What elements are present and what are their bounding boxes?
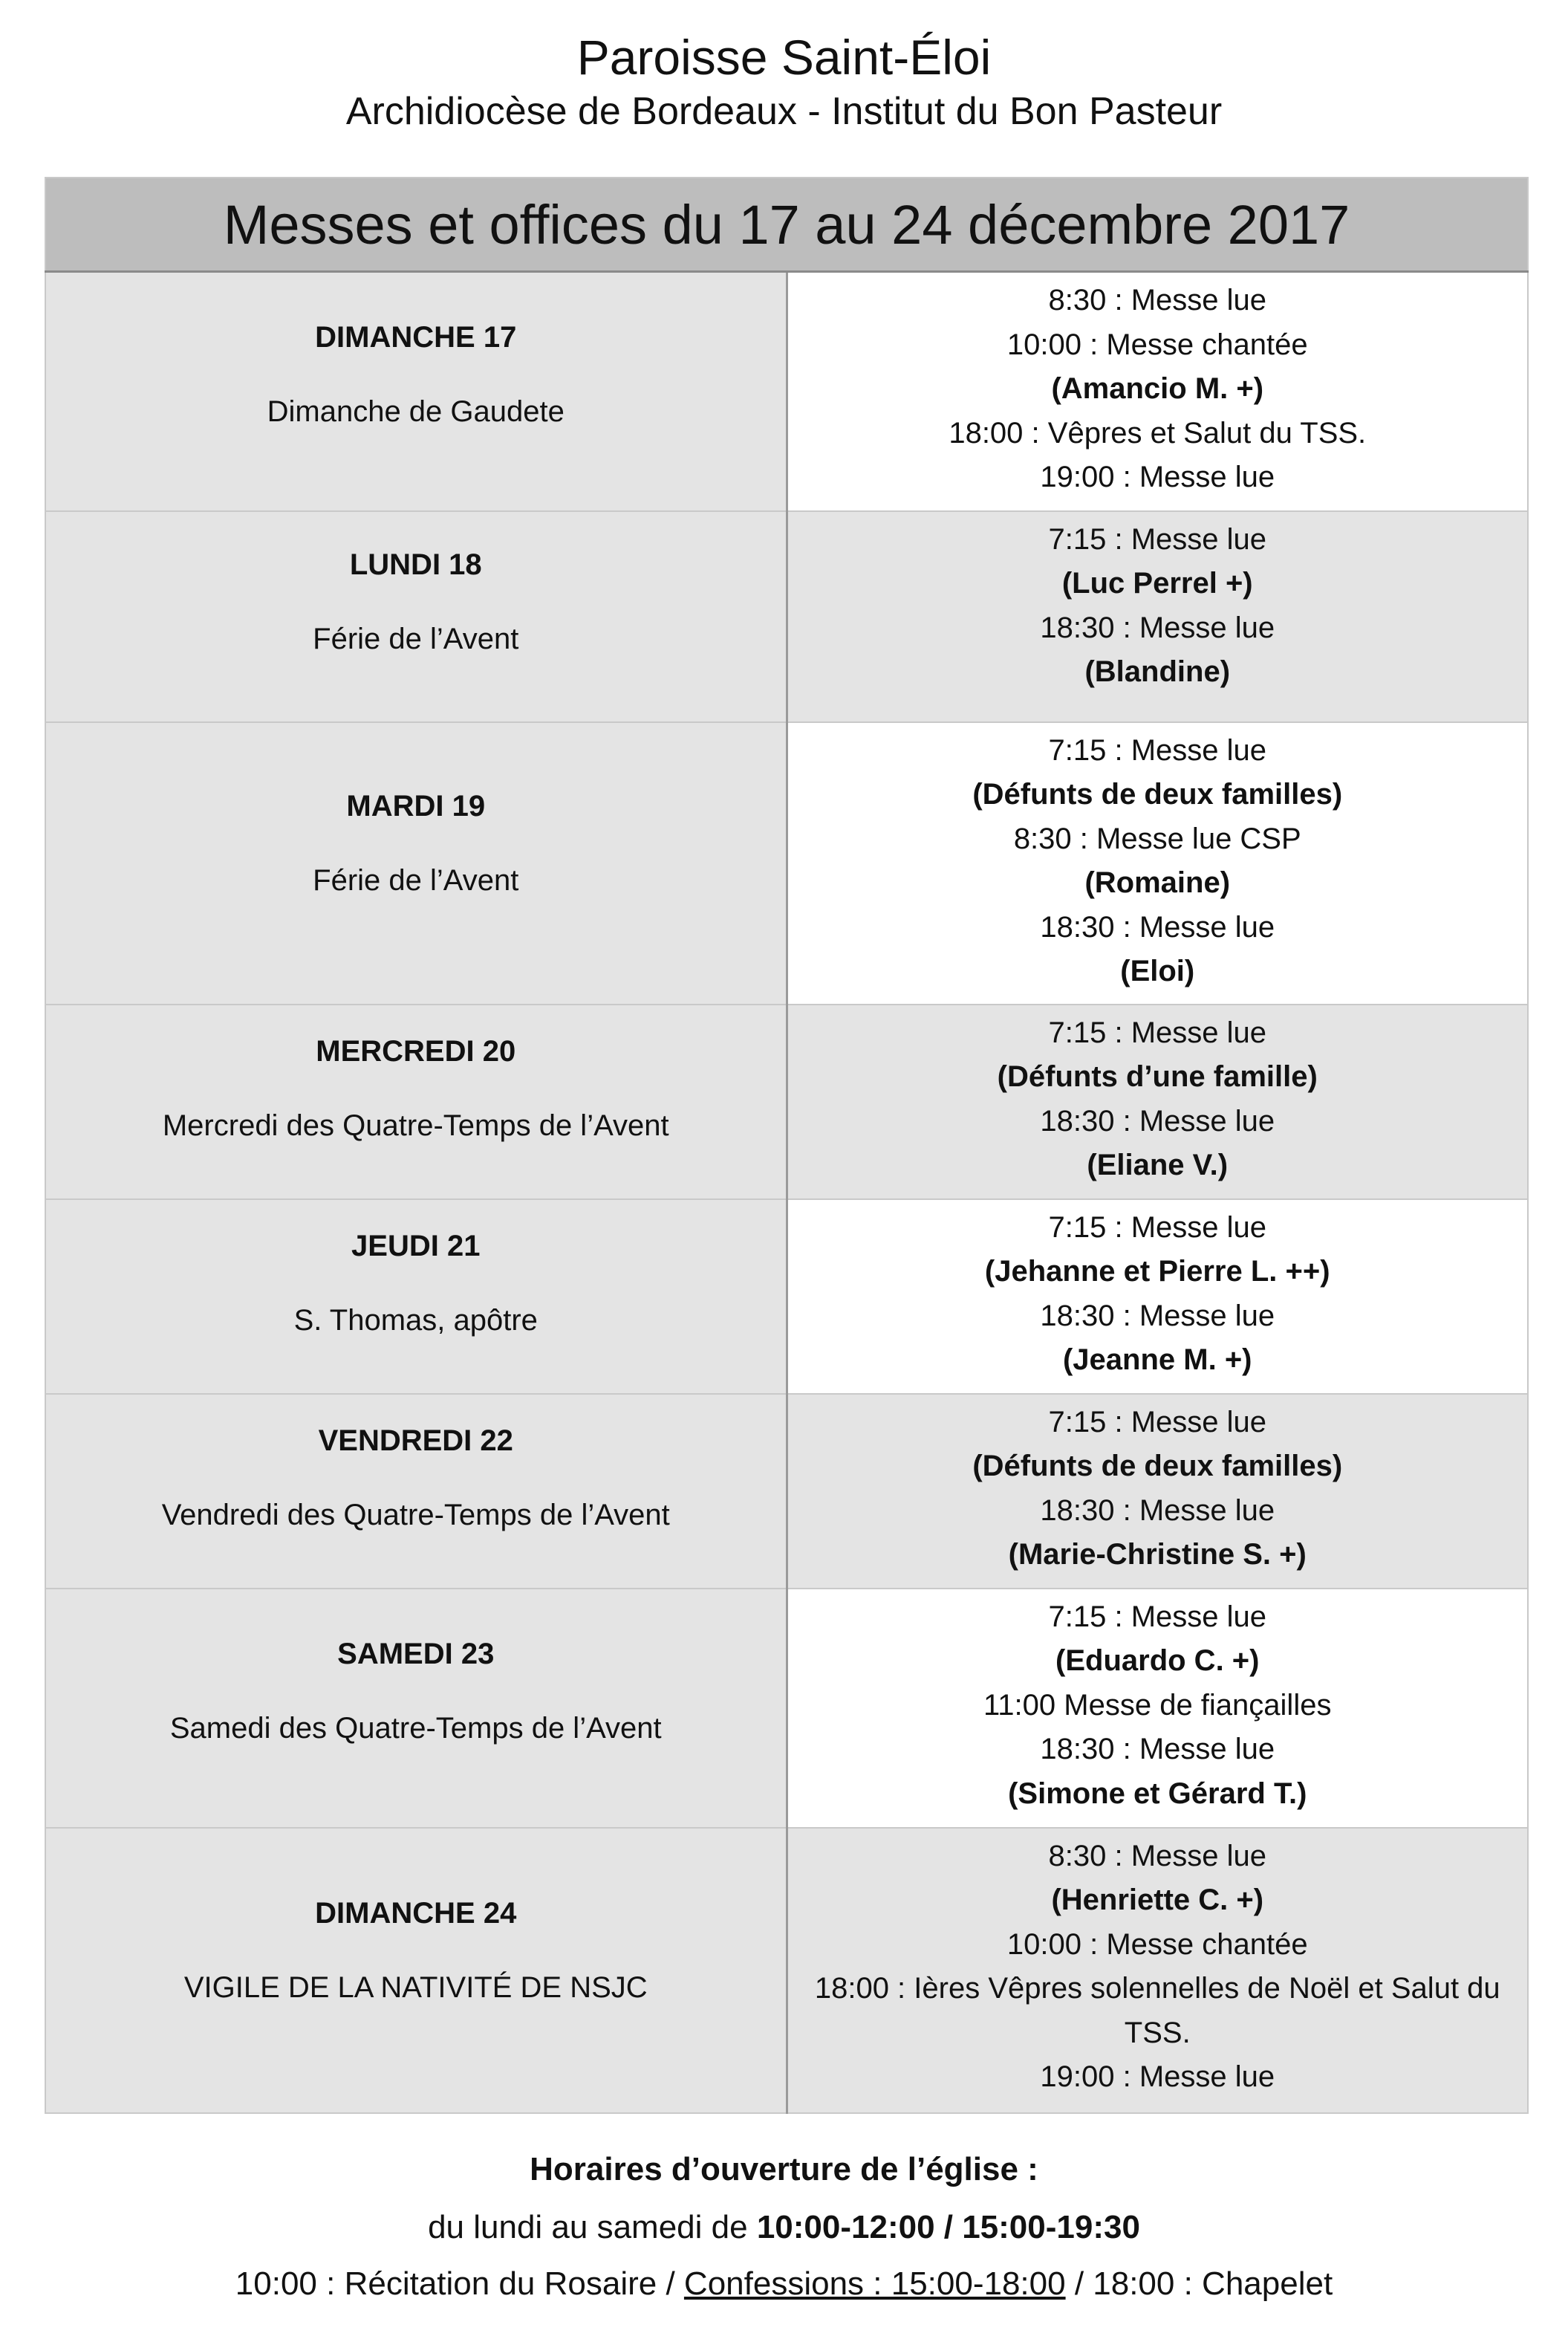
daily-devotions-line	[0, 2256, 1568, 2312]
diocese-name: Archidiocèse de Bordeaux - Institut du Bon Pasteur	[345, 90, 1223, 133]
church-opening-hours	[0, 2140, 1568, 2312]
mass-intention: (Défunts de deux familles)	[972, 778, 1343, 811]
mass-times-cell	[787, 1394, 1528, 1589]
mass-time: 7:15 : Messe lue	[1048, 1600, 1266, 1633]
mass-time: 7:15 : Messe lue	[1048, 733, 1266, 767]
feast-name: Férie de l’Avent	[313, 622, 519, 655]
confessions-time: Confessions : 15:00-18:00	[683, 2265, 1066, 2302]
day-cell	[45, 1828, 787, 2113]
mass-intention: (Blandine)	[1084, 655, 1231, 688]
rosary-time: 10:00 : Récitation du Rosaire /	[235, 2265, 684, 2302]
mass-times-cell	[787, 1589, 1528, 1828]
mass-time: 18:00 : Ières Vêpres solennelles de Noël et Salut du	[814, 1972, 1500, 2005]
schedule-row	[45, 511, 1528, 722]
mass-intention: (Simone et Gérard T.)	[1008, 1777, 1307, 1810]
mass-intention: (Romaine)	[1084, 866, 1231, 899]
mass-intention: (Défunts d’une famille)	[997, 1060, 1318, 1093]
mass-time: 10:00 : Messe chantée	[1006, 328, 1308, 361]
day-name: DIMANCHE 17	[315, 320, 517, 354]
day-cell	[45, 511, 787, 722]
day-name: VENDREDI 22	[318, 1424, 513, 1457]
schedule-row	[45, 1199, 1528, 1394]
mass-time: 18:00 : Vêpres et Salut du TSS.	[949, 416, 1367, 450]
day-cell	[45, 1394, 787, 1589]
mass-intention: (Défunts de deux familles)	[972, 1450, 1343, 1482]
mass-time: 19:00 : Messe lue	[1040, 461, 1275, 493]
feast-name: Férie de l’Avent	[313, 863, 519, 897]
mass-time: 10:00 : Messe chantée	[1006, 1927, 1308, 1961]
mass-time: 18:30 : Messe lue	[1040, 1299, 1275, 1332]
day-name: DIMANCHE 24	[315, 1896, 517, 1930]
mass-intention: (Amancio M. +)	[1051, 372, 1264, 405]
mass-time: 18:30 : Messe lue	[1040, 1104, 1275, 1138]
mass-time: 7:15 : Messe lue	[1048, 1016, 1266, 1049]
day-name: JEUDI 21	[351, 1229, 481, 1262]
feast-name: Vendredi des Quatre-Temps de l’Avent	[161, 1498, 670, 1531]
mass-time: 18:30 : Messe lue	[1040, 611, 1275, 644]
feast-name: Mercredi des Quatre-Temps de l’Avent	[162, 1109, 669, 1142]
feast-name: S. Thomas, apôtre	[293, 1303, 538, 1337]
schedule-row	[45, 1828, 1528, 2113]
mass-time: 8:30 : Messe lue	[1048, 1839, 1266, 1872]
header	[0, 27, 1568, 135]
mass-time: 8:30 : Messe lue CSP	[1013, 822, 1301, 855]
mass-time: 11:00 Messe de fiançailles	[983, 1688, 1332, 1722]
mass-intention: (Eloi)	[1120, 955, 1195, 987]
feast-name: Dimanche de Gaudete	[267, 395, 565, 428]
parish-name: Paroisse Saint-Éloi	[576, 30, 992, 85]
mass-times-cell	[787, 272, 1528, 511]
feast-name: VIGILE DE LA NATIVITÉ DE NSJC	[183, 1970, 648, 2004]
schedule-row	[45, 272, 1528, 511]
mass-times-cell	[787, 722, 1528, 1005]
opening-days: du lundi au samedi de	[428, 2209, 757, 2245]
opening-hours: 10:00-12:00 / 15:00-19:30	[756, 2209, 1140, 2245]
schedule-row	[45, 1394, 1528, 1589]
day-name: MERCREDI 20	[316, 1034, 516, 1068]
day-cell	[45, 272, 787, 511]
mass-time: 7:15 : Messe lue	[1048, 522, 1266, 556]
mass-time: 7:15 : Messe lue	[1048, 1210, 1266, 1244]
opening-hours-line	[0, 2199, 1568, 2256]
mass-intention: (Eliane V.)	[1087, 1149, 1229, 1181]
schedule-title: Messes et offices du 17 au 24 décembre 2017	[45, 178, 1528, 272]
opening-hours-title: Horaires d’ouverture de l’église :	[530, 2151, 1038, 2187]
day-cell	[45, 722, 787, 1005]
mass-intention: (Jeanne M. +)	[1062, 1343, 1252, 1376]
day-name: LUNDI 18	[349, 548, 482, 581]
mass-time: 18:30 : Messe lue	[1040, 1493, 1275, 1527]
schedule-row	[45, 1005, 1528, 1199]
mass-time: 8:30 : Messe lue	[1048, 284, 1266, 317]
mass-time: 18:30 : Messe lue	[1040, 1733, 1275, 1765]
mass-schedule-table	[45, 177, 1529, 2114]
mass-intention: (Henriette C. +)	[1051, 1884, 1264, 1916]
day-name: SAMEDI 23	[337, 1637, 495, 1670]
mass-times-cell	[787, 511, 1528, 722]
mass-intention: (Jehanne et Pierre L. ++)	[984, 1255, 1330, 1288]
mass-time: 18:30 : Messe lue	[1040, 910, 1275, 944]
mass-intention: (Marie-Christine S. +)	[1008, 1538, 1307, 1571]
mass-times-cell	[787, 1199, 1528, 1394]
schedule-row	[45, 722, 1528, 1005]
schedule-row	[45, 1589, 1528, 1828]
mass-time: 19:00 : Messe lue	[1040, 2060, 1275, 2093]
mass-time: TSS.	[1124, 2016, 1191, 2049]
day-name: MARDI 19	[346, 789, 486, 823]
mass-intention: (Luc Perrel +)	[1061, 567, 1253, 600]
mass-times-cell	[787, 1828, 1528, 2113]
day-cell	[45, 1589, 787, 1828]
chaplet-time: / 18:00 : Chapelet	[1065, 2265, 1333, 2302]
day-cell	[45, 1199, 787, 1394]
day-cell	[45, 1005, 787, 1199]
mass-times-cell	[787, 1005, 1528, 1199]
mass-intention: (Eduardo C. +)	[1055, 1644, 1260, 1677]
feast-name: Samedi des Quatre-Temps de l’Avent	[169, 1711, 662, 1745]
mass-time: 7:15 : Messe lue	[1048, 1405, 1266, 1438]
